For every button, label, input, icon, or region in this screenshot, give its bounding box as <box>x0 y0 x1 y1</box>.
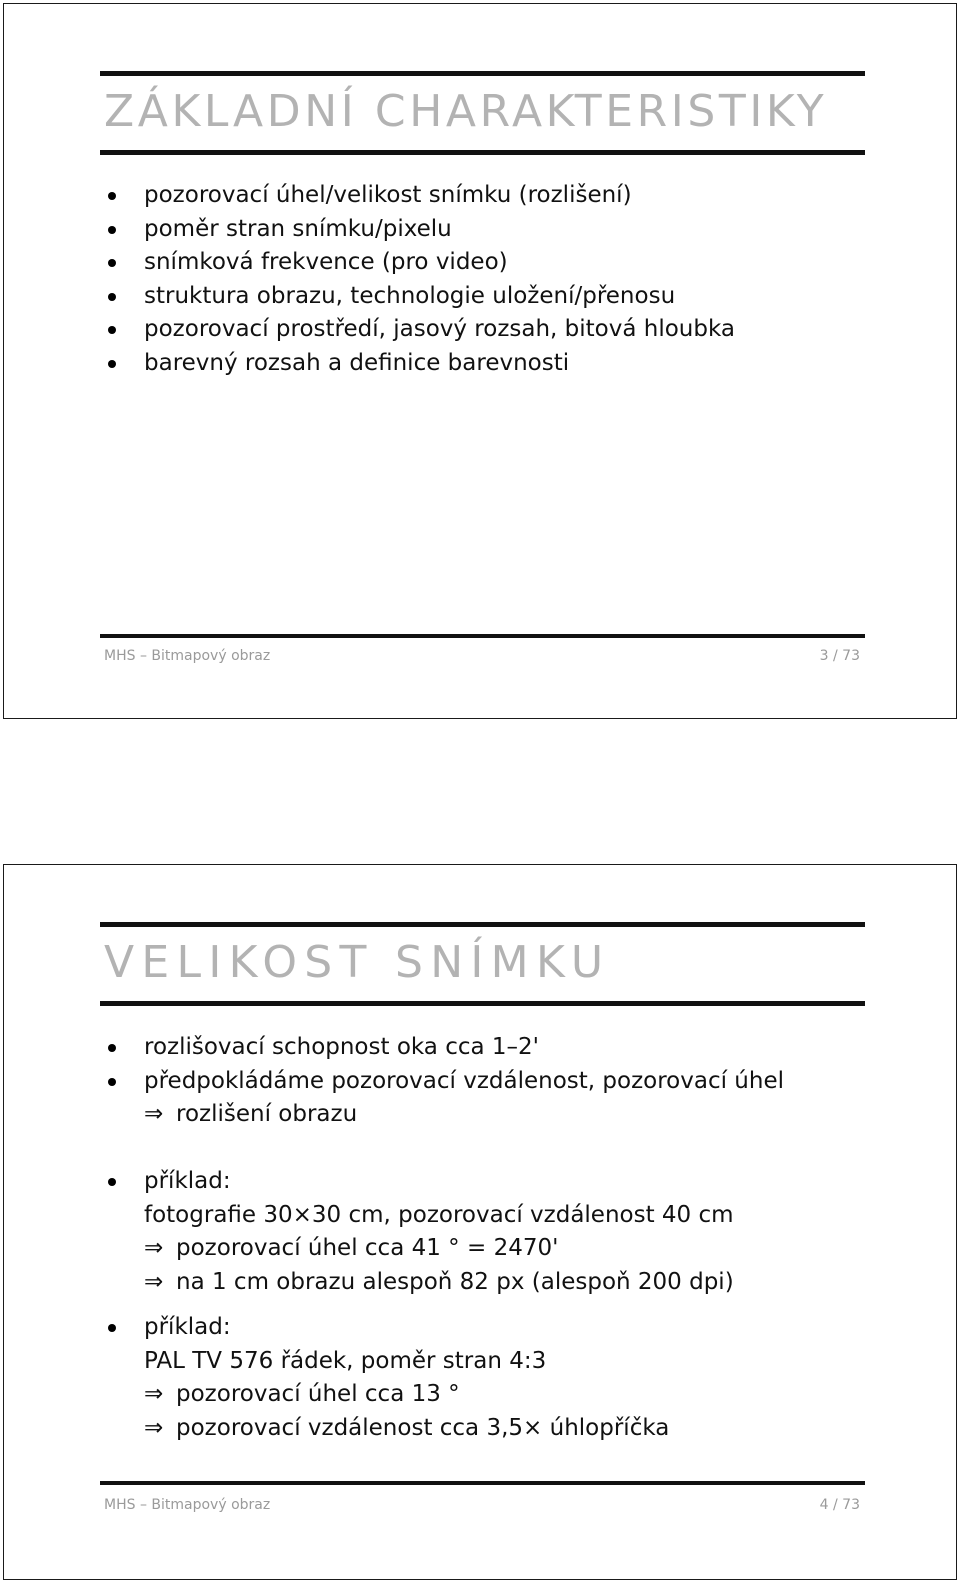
list-item: příklad: fotografie 30×30 cm, pozorovací vzdálenost 40 cm ⇒ pozorovací úhel cca 41 ° = 2470' ⇒ na 1 cm obrazu alespoň 82 px (alespoň 200 dpi) <box>104 1165 916 1299</box>
slide-title: VELIKOST SNÍMKU <box>104 937 611 988</box>
list-item: poměr stran snímku/pixelu <box>104 213 916 247</box>
implies-arrow-icon: ⇒ <box>144 1235 164 1261</box>
bullet-icon <box>108 259 116 267</box>
title-top-rule <box>100 71 865 76</box>
bullet-icon <box>108 192 116 200</box>
implies-arrow-icon: ⇒ <box>144 1414 164 1441</box>
list-item: příklad: PAL TV 576 řádek, poměr stran 4:3 ⇒ pozorovací úhel cca 13 ° ⇒ pozorovací vzdálenost cca 3,5× úhlopříčka <box>104 1311 916 1445</box>
bullet-icon <box>108 1178 116 1186</box>
bullet-icon <box>108 226 116 234</box>
slide-4 <box>3 864 957 1580</box>
title-top-rule <box>100 922 865 927</box>
bullet-list <box>104 179 916 380</box>
bullet-list <box>104 1031 916 1445</box>
list-item: struktura obrazu, technologie uložení/přenosu <box>104 280 916 314</box>
title-bottom-rule <box>100 150 865 155</box>
page-number: 3 / 73 <box>819 648 860 664</box>
list-item: pozorovací úhel/velikost snímku (rozlišení) <box>104 179 916 213</box>
footer-title: MHS – Bitmapový obraz <box>104 648 271 664</box>
bullet-icon <box>108 360 116 368</box>
list-item: snímková frekvence (pro video) <box>104 246 916 280</box>
title-bottom-rule <box>100 1001 865 1006</box>
bullet-icon <box>108 326 116 334</box>
implies-arrow-icon: ⇒ <box>144 1381 164 1407</box>
slide-title: ZÁKLADNÍ CHARAKTERISTIKY <box>104 86 828 137</box>
list-item: rozlišovací schopnost oka cca 1–2' <box>104 1031 916 1065</box>
footer-rule <box>100 634 865 638</box>
page-number: 4 / 73 <box>819 1497 860 1513</box>
implies-arrow-icon: ⇒ <box>144 1268 164 1295</box>
bullet-icon <box>108 1078 116 1086</box>
bullet-icon <box>108 1044 116 1052</box>
footer-rule <box>100 1481 865 1485</box>
slide-3 <box>3 3 957 719</box>
footer-title: MHS – Bitmapový obraz <box>104 1497 271 1513</box>
list-item: předpokládáme pozorovací vzdálenost, pozorovací úhel ⇒ rozlišení obrazu <box>104 1065 916 1132</box>
bullet-icon <box>108 293 116 301</box>
list-item: pozorovací prostředí, jasový rozsah, bitová hloubka <box>104 313 916 347</box>
list-item: barevný rozsah a definice barevnosti <box>104 347 916 381</box>
implies-arrow-icon: ⇒ <box>144 1101 164 1127</box>
bullet-icon <box>108 1324 116 1332</box>
